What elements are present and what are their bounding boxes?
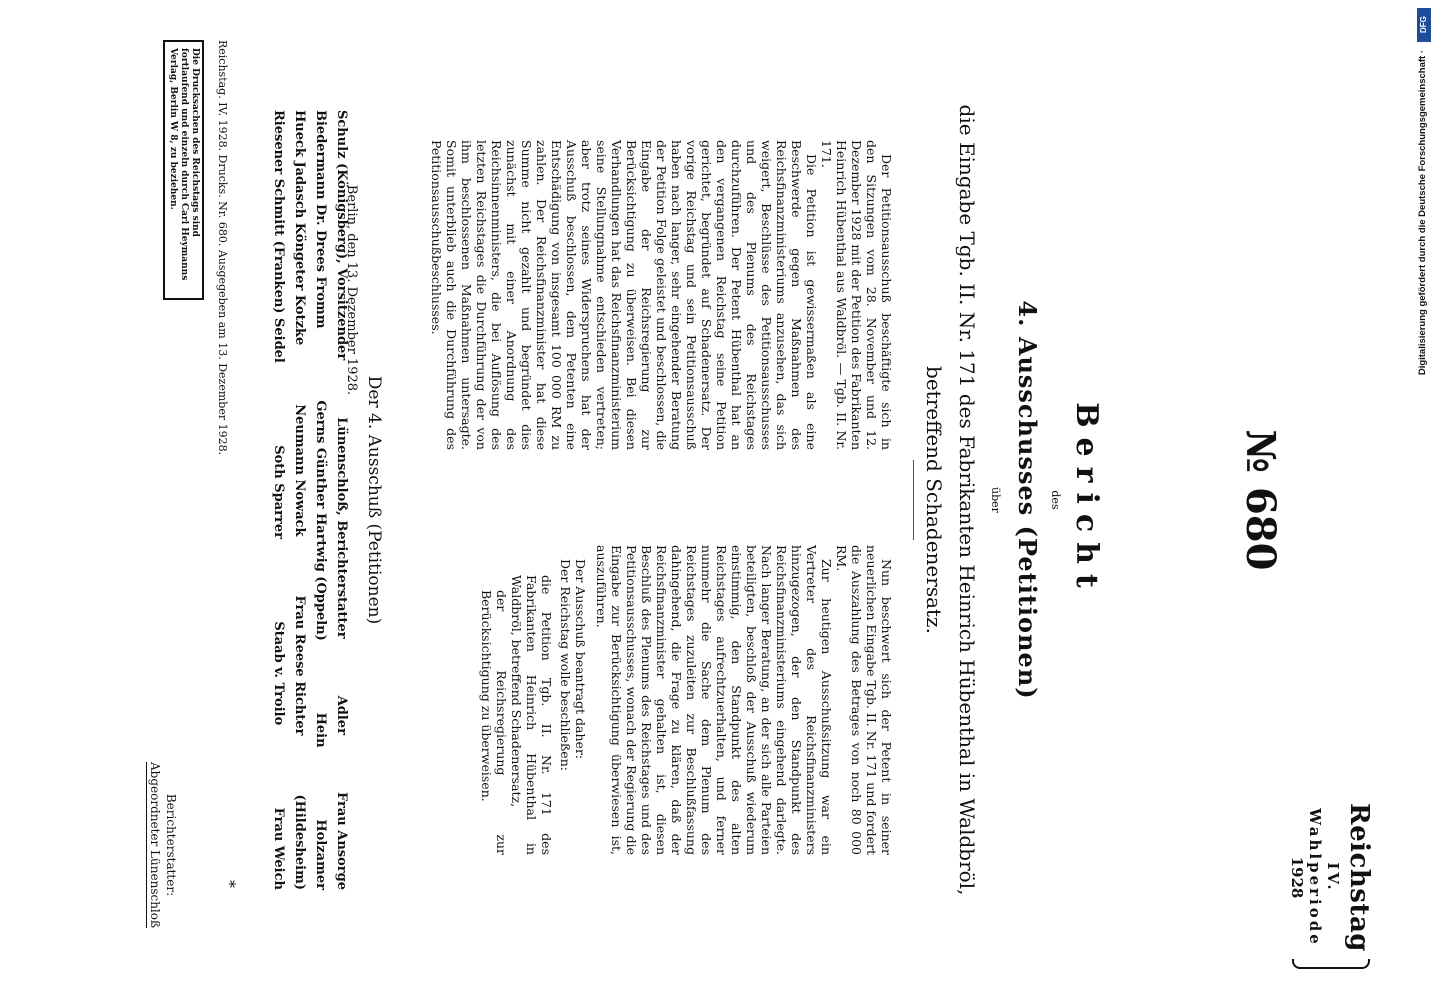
berichterstatter-name: Abgeordneter Lünenschloß [148,761,162,929]
member-name: Holzamer [313,819,328,890]
member-name: Biedermann Dr. Drees Fromm [313,110,328,329]
divider [913,460,914,540]
footer-star: * [220,880,239,888]
member-row [268,110,289,890]
wahlperiode-label: IV. Wahlperiode [1306,808,1342,947]
committee-signature-title: Der 4. Ausschuß (Petitionen) [364,375,384,625]
year-label: 1928 [1288,856,1306,899]
member-name: Soth Sparrer [271,445,286,539]
member-name: Adler [334,695,349,735]
digitization-note: Digitalisierung gefördert durch die Deutsche Forschungsgemeinschaft · [1417,50,1428,376]
document-number: № 680 [1237,429,1284,571]
member-name: Hueck Jadasch Köngeter Kotzke [292,110,307,346]
body-paragraph-left: Der Petitionsausschuß beschäftigte sich in den Sitzungen vom 28. November und 12. Dezember 1928 mit der Petition des Fabrikanten Heinrich Hübenthal aus Waldbröl. — Tgb. II. Nr. 171. [819,140,894,451]
body-paragraph-right: Nun beschwert sich der Petent in seiner neuerlichen Eingabe Tgb. II. Nr. 171 und fordert die Auszahlung des Betrages von noch 80 000 RM. [834,545,894,855]
motion-resolve: Der Reichstag wolle beschließen: [558,559,573,771]
member-name: Frau Reese Richter [292,595,307,736]
member-name: Riesener Schmitt (Franken) Seidel [271,110,286,363]
report-des: des [1049,490,1062,510]
member-name: Hein [313,712,328,748]
member-name: Lünenschloß, Berichterstatter [334,417,349,639]
report-ueber: über [989,487,1002,513]
header-brace [1292,959,1370,969]
member-name: Frau Weich [271,807,286,890]
member-name: Schulz (Königsberg), Vorsitzender [334,110,349,361]
committee-members [268,110,352,890]
berichterstatter-label: Berichterstatter: [164,793,178,897]
member-name: Neumann Nowack [292,404,307,537]
body-column-right [479,545,894,855]
distribution-note: Die Drucksachen des Reichstags sind fortlaufend und einzeln durch Carl Heymanns Verlag, Berlin W 8, zu beziehen. [163,40,204,300]
body-paragraph-right: Zur heutigen Ausschußsitzung war ein Vertreter des Reichsfinanzministers hinzugezogen, der den Standpunkt des Reichsfinanzministeriums eingehend darlegte. Nach langer Beratung, an der sich alle Parteien beteiligten, beschloß der Ausschuß wiederum einstimmig, den Standpunkt des alten Reichstages aufrechtzuerhalten, und ferner nunmehr die Sache dem Plenum des Reichstages zuzuleiten zur Beschlußfassung dahingehend, die Frage zu klären, daß der Reichsfinanzminister gehalten ist, diesen Beschluß des Plenums des Reichstages und des Petitionsausschusses, wonach der Regierung die Eingabe zur Berücksichtigung überwiesen ist, auszuführen. [594,545,834,855]
dfg-logo-icon: DFG [1417,8,1431,42]
committee-heading: 4. Ausschusses (Petitionen) [1013,300,1042,700]
motion-text-2: der Reichsregierung zur Berücksichtigung zu überweisen. [479,590,509,855]
member-name: Staab v. Troilo [271,621,286,726]
member-name: Frau Ansorge [334,791,349,890]
reichstag-header [1288,790,1374,965]
report-title: Bericht [1069,402,1104,598]
subject-line-1: die Eingabe Tgb. II. Nr. 171 des Fabrikanten Heinrich Hübenthal in Waldbröl, [955,104,979,896]
member-row [331,110,352,890]
berichterstatter-block [146,745,179,945]
member-name: (Hildesheim) [292,794,307,890]
body-paragraph-left: Die Petition ist gewissermaßen als eine Beschwerde gegen Maßnahmen des Reichsfinanzministeriums anzusehen, das sich weigert, Beschlüsse des Petitionsausschusses und des Plenums des Reichstages durchzuführen. Der Petent Hübenthal hat an den vergangenen Reichstag seine Petition gerichtet, begründet auf Schadenersatz. Der vorige Reichstag und sein Petitionsausschuß haben nach langer, sehr eingehender Beratung der Petition Folge geleistet und beschlossen, die Eingabe der Reichsregierung zur Berücksichtigung zu überweisen. Bei diesen Verhandlungen hat das Reichsfinanzministerium seine Stellungnahme entschieden vertreten; aber trotz seines Widerspruchens hat der Ausschuß beschlossen, dem Petenten eine Entschädigung von insgesamt 100 000 RM zu zahlen. Der Reichsfinanzminister hat diese Summe nicht gezahlt und begründet dies zunächst mit einer Anordnung des Reichsinnenministers, die bei Auflösung des letzten Reichstages die Durchführung der von ihm beschlossenen Maßnahmen untersagte. Somit unterblieb auch die Durchführung des Petitionsausschußbeschlusses. [429,140,819,450]
signature-date: Berlin, den 13. Dezember 1928. [344,184,359,396]
motion-intro: Der Ausschuß beantragt daher: [573,559,588,760]
print-footer: Reichstag. IV. 1928. Drucks. Nr. 680. Ausgegeben am 13. Dezember 1928. [216,40,229,456]
member-name: Gerns Günther Hartwig (Oppeln) [313,400,328,641]
body-column-left [429,140,894,450]
reichstag-title: Reichstag [1344,803,1374,952]
motion-text: die Petition Tgb. II. Nr. 171 des Fabrikanten Heinrich Hübenthal in Waldbröl, betreffend Schadenersatz, [509,575,554,855]
member-row [310,110,331,890]
subject-line-2: betreffend Schadenersatz. [922,366,946,634]
member-row [289,110,310,890]
